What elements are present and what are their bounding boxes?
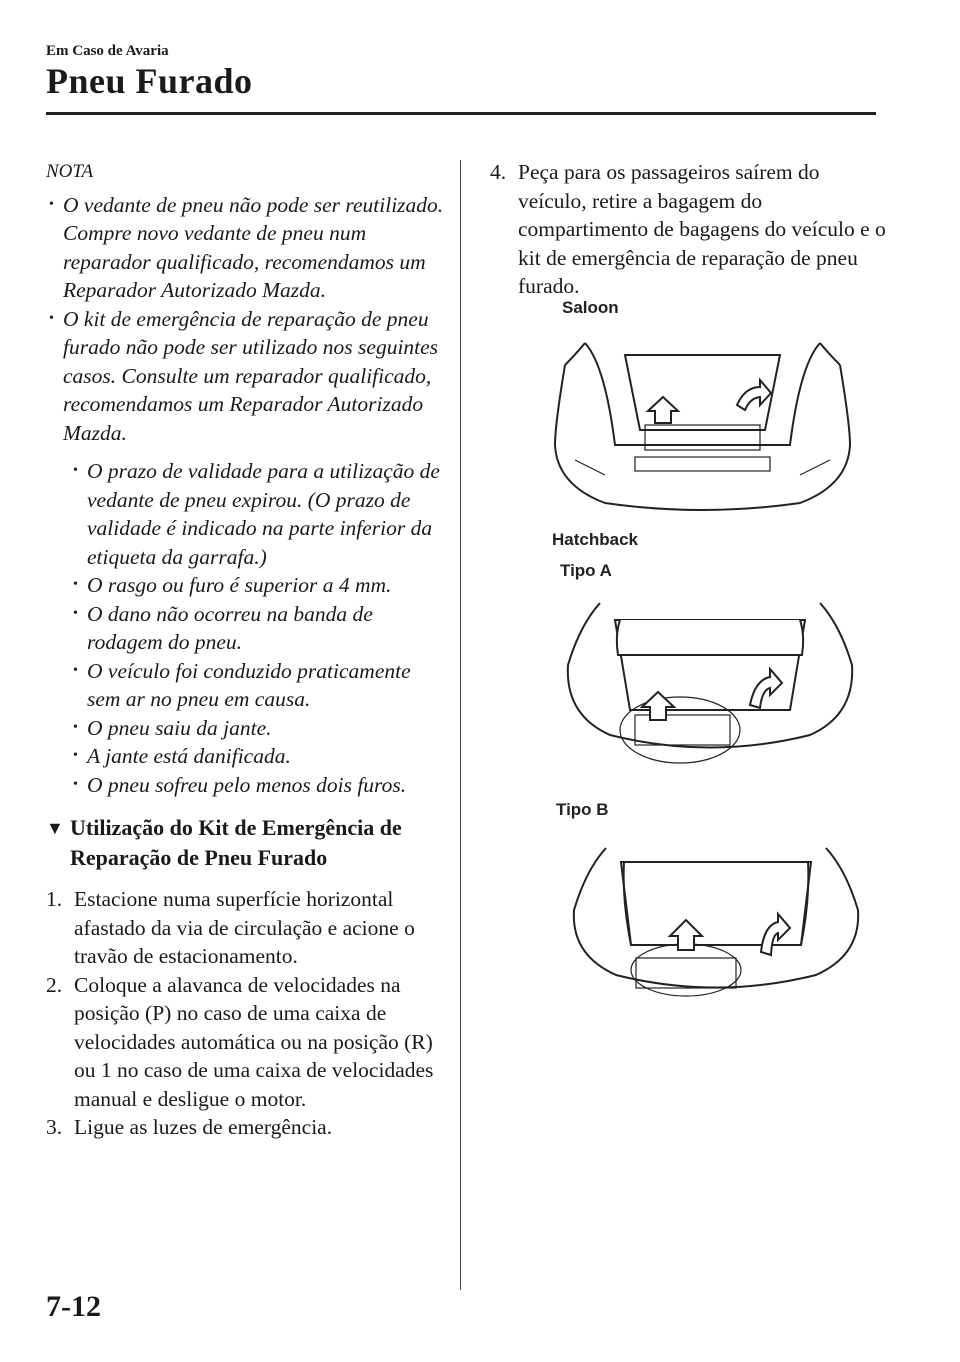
left-column	[46, 158, 446, 1142]
steps-list	[46, 885, 446, 1142]
nota-item	[63, 305, 446, 800]
step-item	[490, 158, 890, 301]
nota-subitem: • O pneu sofreu pelo menos dois furos.	[87, 771, 446, 800]
section-label: Em Caso de Avaria	[46, 43, 169, 59]
hatchback-tipo-a-illustration	[560, 595, 860, 775]
nota-subitem: • O veículo foi conduzido praticamente sem ar no pneu em causa.	[87, 657, 446, 714]
nota-subitem: • O prazo de validade para a utilização de vedante de pneu expirou. (O prazo de validade é indicado na parte inferior da etiqueta da garrafa.)	[87, 457, 446, 571]
step-item	[46, 971, 446, 1114]
column-divider	[460, 160, 461, 1290]
caption-tipo-b: Tipo B	[556, 800, 609, 819]
steps-list-continued	[490, 158, 890, 301]
nota-item-text: O kit de emergência de reparação de pneu furado não pode ser utilizado nos seguintes casos. Consulte um reparador qualificado, recomendamos um Reparador Autorizado Mazda.	[63, 306, 439, 445]
step-text: Peça para os passageiros saírem do veículo, retire a bagagem do compartimento de bagagens do veículo e o kit de emergência de reparação de pneu furado.	[518, 160, 886, 298]
nota-list	[46, 191, 446, 800]
nota-subitem: • O dano não ocorreu na banda de rodagem do pneu.	[87, 600, 446, 657]
page-number: 7-12	[46, 1290, 101, 1323]
nota-heading: NOTA	[46, 161, 94, 182]
nota-subitem: • A jante está danificada.	[87, 742, 446, 771]
page-title: Pneu Furado	[46, 61, 253, 101]
caption-tipo-a: Tipo A	[560, 561, 612, 580]
step-text: Ligue as luzes de emergência.	[74, 1115, 333, 1139]
nota-subitem: • O pneu saiu da jante.	[87, 714, 446, 743]
nota-sublist	[63, 457, 446, 799]
step-number: 3.	[46, 1115, 63, 1139]
caption-hatchback: Hatchback	[552, 530, 638, 549]
step-item	[46, 885, 446, 971]
step-item	[46, 1113, 446, 1142]
hatchback-tipo-b-illustration	[566, 840, 866, 1010]
triangle-down-icon: ▼	[46, 818, 64, 838]
right-column	[490, 158, 890, 301]
header-rule	[46, 112, 876, 115]
step-text: Estacione numa superfície horizontal afastado da via de circulação e acione o travão de estacionamento.	[74, 887, 415, 968]
section-heading-text: Utilização do Kit de Emergência de Reparação de Pneu Furado	[70, 815, 402, 870]
step-number: 1.	[46, 887, 63, 911]
section-heading	[46, 813, 446, 873]
step-number: 4.	[490, 160, 507, 184]
saloon-trunk-illustration	[545, 335, 860, 515]
step-number: 2.	[46, 972, 63, 997]
nota-item: • O vedante de pneu não pode ser reutilizado. Compre novo vedante de pneu num reparador qualificado, recomendamos um Reparador Autorizado Mazda.	[63, 191, 446, 305]
step-text: Coloque a alavanca de velocidades na posição (P) no caso de uma caixa de velocidades automática ou na posição (R) ou 1 no caso de uma caixa de velocidades manual e desligue o motor.	[74, 972, 434, 1111]
caption-saloon: Saloon	[562, 298, 619, 317]
nota-subitem: • O rasgo ou furo é superior a 4 mm.	[87, 571, 446, 600]
